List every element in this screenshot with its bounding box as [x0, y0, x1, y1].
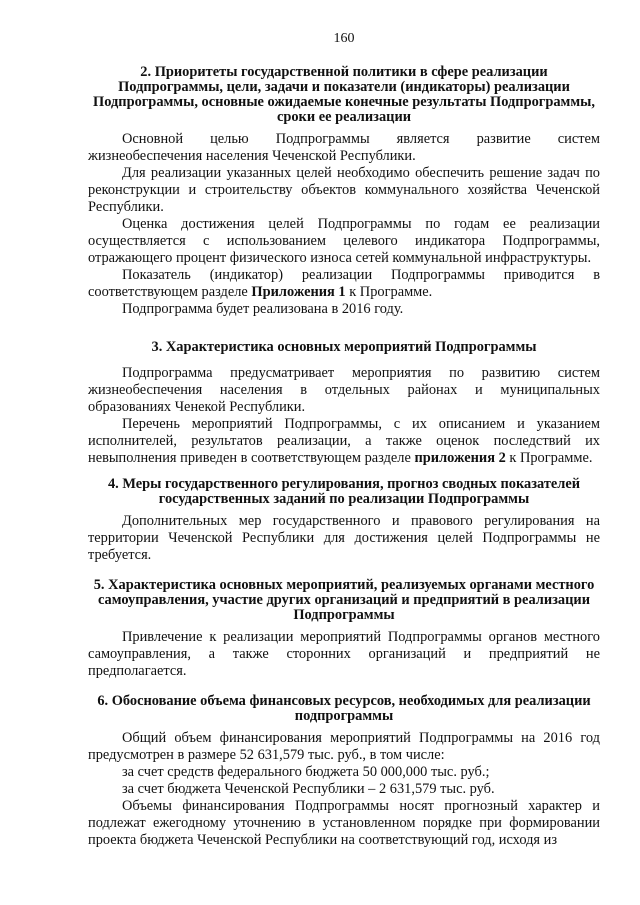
section-3-title: 3. Характеристика основных мероприятий Подпрограммы	[151, 339, 537, 355]
paragraph-text: Перечень мероприятий Подпрограммы, с их описанием и указанием исполнителей, результатов реализации, а также оценок последствий их невыполнения приведен в соответствующем разделе	[88, 416, 600, 466]
section-6-title: 6. Обоснование объема финансовых ресурсов, необходимых для реализации подпрограммы	[97, 693, 591, 724]
paragraph-text: к Программе.	[505, 450, 593, 466]
paragraph	[88, 416, 600, 467]
paragraph: за счет бюджета Чеченской Республики – 2 631,579 тыс. руб.	[122, 781, 495, 797]
page-number: 160	[333, 31, 355, 46]
paragraph-text: к Программе.	[345, 284, 433, 300]
paragraph: Для реализации указанных целей необходимо обеспечить решение задач по реконструкции и строительству объектов коммунального хозяйства Чеченской Республики.	[88, 165, 600, 215]
paragraph-text: Показатель (индикатор) реализации Подпрограммы приводится в соответствующем разделе	[88, 267, 600, 300]
paragraph: Объемы финансирования Подпрограммы носят прогнозный характер и подлежат ежегодному уточнению в установленном порядке при формировании проекта бюджета Чеченской Республики на соответствующий год, исходя из	[88, 798, 600, 848]
paragraph: Подпрограмма будет реализована в 2016 году.	[122, 301, 404, 317]
paragraph	[88, 267, 600, 301]
document-page	[88, 30, 600, 849]
section-5-title: 5. Характеристика основных мероприятий, реализуемых органами местного самоуправления, участие других организаций и предприятий в реализации Подпрограммы	[93, 577, 595, 623]
appendix-reference: Приложения 1	[251, 284, 346, 300]
paragraph: Оценка достижения целей Подпрограммы по годам ее реализации осуществляется с использованием целевого индикатора Подпрограммы, отражающего процент физического износа сетей коммунальной инфраструктуры.	[88, 216, 600, 266]
paragraph: Общий объем финансирования мероприятий Подпрограммы на 2016 год предусмотрен в размере 52 631,579 тыс. руб., в том числе:	[88, 730, 600, 763]
paragraph: Основной целью Подпрограммы является развитие систем жизнеобеспечения населения Чеченской Республики.	[88, 131, 600, 164]
paragraph: Подпрограмма предусматривает мероприятия по развитию систем жизнеобеспечения населения в отдельных районах и муниципальных образованиях Ченекой Республики.	[88, 365, 600, 415]
paragraph: Привлечение к реализации мероприятий Подпрограммы органов местного самоуправления, а также сторонних организаций и предприятий не предполагается.	[88, 629, 600, 679]
appendix-reference: приложения 2	[414, 450, 506, 466]
section-2-title: 2. Приоритеты государственной политики в сфере реализации Подпрограммы, цели, задачи и показатели (индикаторы) реализации Подпрограммы, основные ожидаемые конечные результаты Подпрограммы, сроки ее реализации	[93, 64, 595, 125]
section-4-title: 4. Меры государственного регулирования, прогноз сводных показателей государственных заданий по реализации Подпрограммы	[107, 476, 581, 507]
paragraph: Дополнительных мер государственного и правового регулирования на территории Чеченской Республики для достижения целей Подпрограммы не требуется.	[88, 513, 600, 563]
paragraph: за счет средств федерального бюджета 50 000,000 тыс. руб.;	[122, 764, 490, 780]
